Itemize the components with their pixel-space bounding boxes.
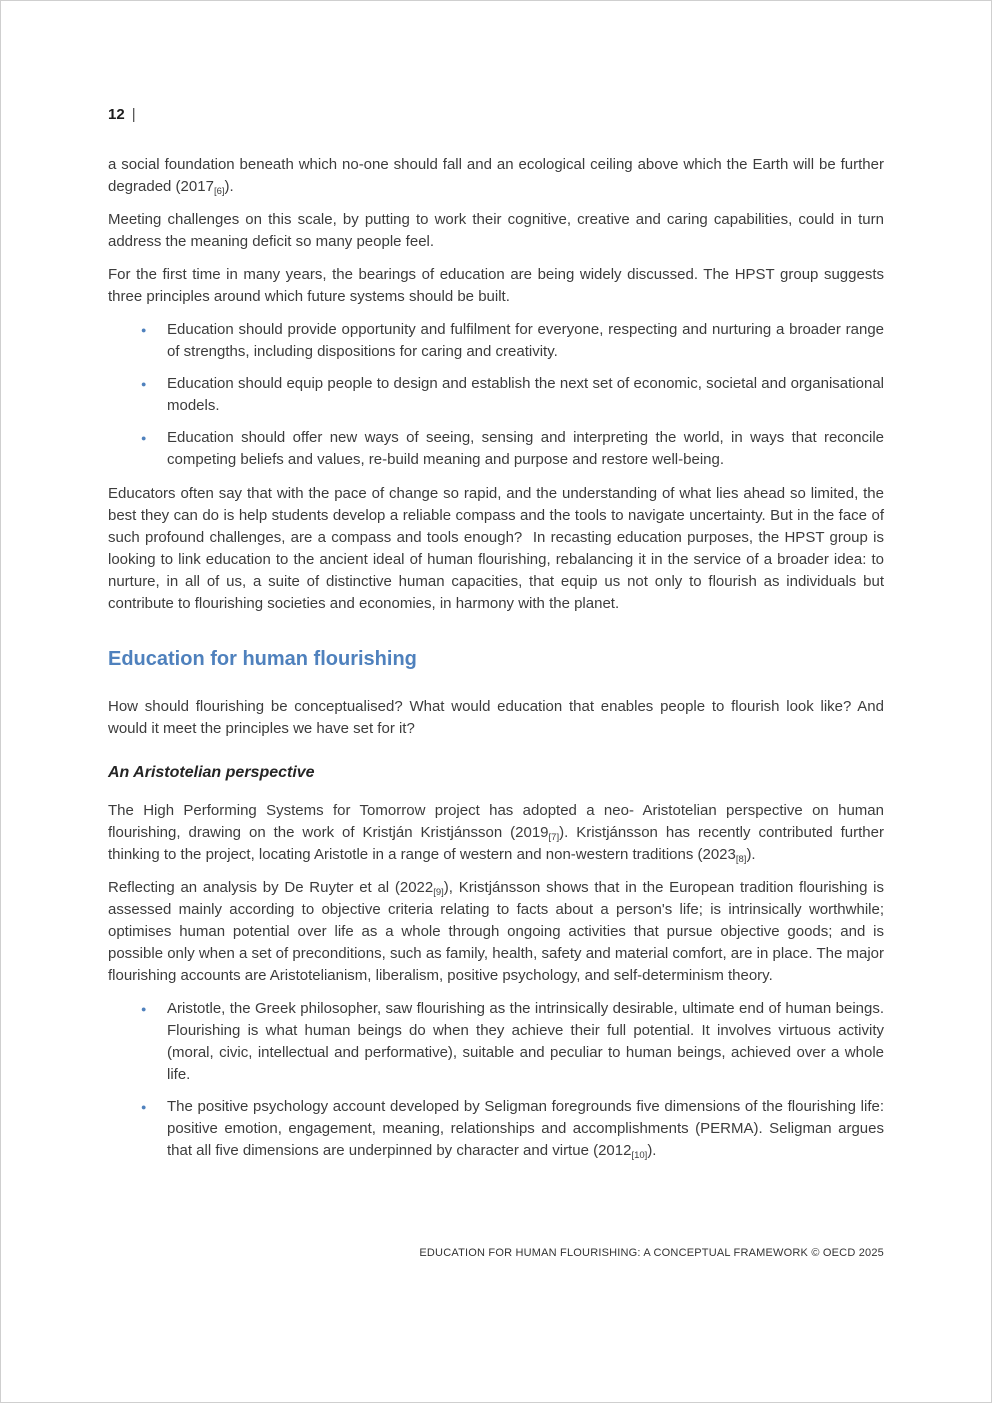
section-heading: Education for human flourishing xyxy=(108,648,417,670)
text-segment: Aristotle, the Greek philosopher, saw flourishing as the intrinsically desirable, ultimate end of human beings. Flourishing is what human beings do when they achieve their full potential. It involves virtuous activity (moral, civic, intellectual and performative), suitable and peculiar to human beings, achieved over a whole life. xyxy=(167,1000,884,1083)
text-segment: The positive psychology account developed by Seligman foregrounds five dimensions of the flourishing life: positive emotion, engagement, meaning, relationships and accomplishments (PERMA). Seligman argues that all five dimensions are underpinned by character and virtue (2012 xyxy=(167,1098,884,1159)
text-segment: ). xyxy=(224,178,234,195)
list-item xyxy=(108,373,884,417)
page-header xyxy=(108,104,884,126)
citation-subscript: [8] xyxy=(735,854,747,865)
text-segment: Education should equip people to design and establish the next set of economic, societal and organisational models. xyxy=(167,375,884,414)
principles-list xyxy=(108,319,884,471)
text-segment: a social foundation beneath which no-one should fall and an ecological ceiling above which the Earth will be further degraded (2017 xyxy=(108,156,884,195)
text-segment: How should flourishing be conceptualised? What would education that enables people to flourish look like? And would it meet the principles we have set for it? xyxy=(108,698,884,737)
paragraph-bearings-of-education xyxy=(108,264,884,308)
page-number-separator: | xyxy=(131,106,136,123)
text-segment: ). xyxy=(746,846,756,863)
paragraph-hpst-project xyxy=(108,800,884,866)
citation-subscript: [7] xyxy=(548,832,560,843)
citation-subscript: [6] xyxy=(213,186,225,197)
text-segment: Education should offer new ways of seeing, sensing and interpreting the world, in ways that reconcile competing beliefs and values, re-build meaning and purpose and restore well-being. xyxy=(167,429,884,468)
page-footer: EDUCATION FOR HUMAN FLOURISHING: A CONCEPTUAL FRAMEWORK © OECD 2025 xyxy=(419,1247,884,1259)
list-item xyxy=(108,998,884,1086)
list-item xyxy=(108,427,884,471)
page-number: 12 xyxy=(108,106,125,123)
text-segment: Educators often say that with the pace of change so rapid, and the understanding of what lies ahead so limited, the best they can do is help students develop a reliable compass and the tools to navigate uncertainty. But in the face of such profound challenges, are a compass and tools enough? In recasting education purposes, the HPST group is looking to link education to the ancient ideal of human flourishing, rebalancing it in the service of a broader idea: to nurture, in all of us, a suite of distinctive human capacities, that equip us not only to flourish as individuals but contribute to flourishing societies and economies, in harmony with the planet. xyxy=(108,485,884,612)
paragraph-reflecting-analysis xyxy=(108,877,884,987)
list-item xyxy=(108,319,884,363)
paragraph-social-foundation xyxy=(108,154,884,198)
list-item xyxy=(108,1096,884,1162)
flourishing-accounts-list xyxy=(108,998,884,1162)
citation-subscript: [10] xyxy=(631,1150,648,1161)
text-segment: ). Kristjánsson has recently contributed further thinking to the project, locating Aristotle in a range of western and non-western traditions (2023 xyxy=(108,824,884,863)
paragraph-meeting-challenges xyxy=(108,209,884,253)
text-segment: The High Performing Systems for Tomorrow project has adopted a neo- Aristotelian perspective on human flourishing, drawing on the work of Kristján Kristjánsson (2019 xyxy=(108,802,884,841)
text-segment: ), Kristjánsson shows that in the European tradition flourishing is assessed mainly according to objective criteria relating to facts about a person's life; is intrinsically worthwhile; optimises human potential over life as a whole through ongoing activities that pursue objective goods; and is possible only when a set of preconditions, such as family, health, safety and material comfort, are in place. The major flourishing accounts are Aristotelianism, liberalism, positive psychology, and self-determinism theory. xyxy=(108,879,884,984)
paragraph-how-conceptualised xyxy=(108,696,884,740)
subsection-heading: An Aristotelian perspective xyxy=(108,764,315,781)
paragraph-educators xyxy=(108,483,884,615)
citation-subscript: [9] xyxy=(433,887,444,898)
text-segment: Meeting challenges on this scale, by putting to work their cognitive, creative and caring capabilities, could in turn address the meaning deficit so many people feel. xyxy=(108,211,884,250)
text-segment: For the first time in many years, the bearings of education are being widely discussed. The HPST group suggests three principles around which future systems should be built. xyxy=(108,266,884,305)
text-segment: Reflecting an analysis by De Ruyter et al (2022 xyxy=(108,879,434,896)
text-segment: ). xyxy=(647,1142,657,1159)
text-segment: Education should provide opportunity and fulfilment for everyone, respecting and nurturing a broader range of strengths, including dispositions for caring and creativity. xyxy=(167,321,884,360)
